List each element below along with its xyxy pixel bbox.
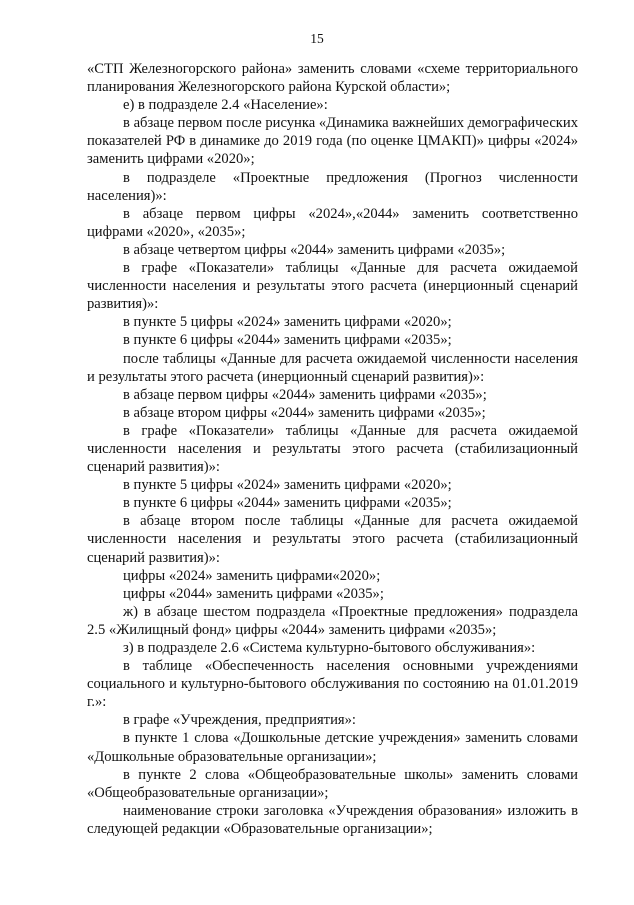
paragraph-3: в абзаце первом после рисунка «Динамика важнейших демографических показателей РФ в динамике до 2019 года (по оценке ЦМАКП)» цифры «2024» заменить цифрами «2020»;: [87, 115, 578, 168]
paragraph-16: в абзаце втором после таблицы «Данные для расчета ожидаемой численности населения и результаты этого расчета (стабилизационный сценарий развития)»:: [87, 513, 578, 566]
paragraph-5: в абзаце первом цифры «2024»,«2044» заменить соответственно цифрами «2020», «2035»;: [87, 205, 578, 240]
paragraph-20: з) в подразделе 2.6 «Система культурно-бытового обслуживания»:: [123, 640, 536, 656]
paragraph-7: в графе «Показатели» таблицы «Данные для расчета ожидаемой численности населения и результаты этого расчета (инерционный сценарий развития)»:: [87, 260, 578, 313]
paragraph-18: цифры «2044» заменить цифрами «2035»;: [123, 585, 384, 602]
paragraph-8: в пункте 5 цифры «2024» заменить цифрами «2020»;: [123, 314, 452, 331]
paragraph-1: «СТП Железногорского района» заменить словами «схеме территориального планирования Железногорского района Курской области»;: [87, 61, 578, 96]
paragraph-12: в абзаце втором цифры «2044» заменить цифрами «2035»;: [123, 404, 486, 421]
paragraph-25: наименование строки заголовка «Учреждения образования» изложить в следующей редакции «Образовательные организации»;: [87, 802, 578, 837]
paragraph-6: в абзаце четвертом цифры «2044» заменить цифрами «2035»;: [123, 241, 506, 258]
paragraph-14: в пункте 5 цифры «2024» заменить цифрами «2020»;: [123, 477, 452, 494]
paragraph-22: в графе «Учреждения, предприятия»:: [123, 712, 356, 729]
paragraph-23: в пункте 1 слова «Дошкольные детские учреждения» заменить словами «Дошкольные образовательные организации»;: [87, 730, 578, 765]
paragraph-10: после таблицы «Данные для расчета ожидаемой численности населения и результаты этого расчета (инерционный сценарий развития)»:: [87, 350, 578, 385]
page-number: 15: [310, 31, 324, 46]
paragraph-17: цифры «2024» заменить цифрами«2020»;: [123, 567, 381, 584]
paragraph-11: в абзаце первом цифры «2044» заменить цифрами «2035»;: [123, 386, 487, 403]
paragraph-21: в таблице «Обеспеченность населения основными учреждениями социального и культурно-бытового обслуживания по состоянию на 01.01.2019 г.»:: [87, 658, 578, 711]
paragraph-9: в пункте 6 цифры «2044» заменить цифрами «2035»;: [123, 332, 452, 349]
document-body: [87, 60, 578, 838]
paragraph-4: в подразделе «Проектные предложения (Прогноз численности населения)»:: [87, 169, 578, 204]
paragraph-13: в графе «Показатели» таблицы «Данные для расчета ожидаемой численности населения и результаты этого расчета (стабилизационный сценарий развития)»:: [87, 422, 578, 476]
paragraph-24: в пункте 2 слова «Общеобразовательные школы» заменить словами «Общеобразовательные организации»;: [87, 766, 578, 801]
paragraph-2: е) в подразделе 2.4 «Население»:: [123, 97, 328, 114]
paragraph-15: в пункте 6 цифры «2044» заменить цифрами «2035»;: [123, 495, 452, 512]
paragraph-19: ж) в абзаце шестом подраздела «Проектные предложения» подраздела 2.5 «Жилищный фонд» цифры «2044» заменить цифрами «2035»;: [87, 603, 578, 638]
